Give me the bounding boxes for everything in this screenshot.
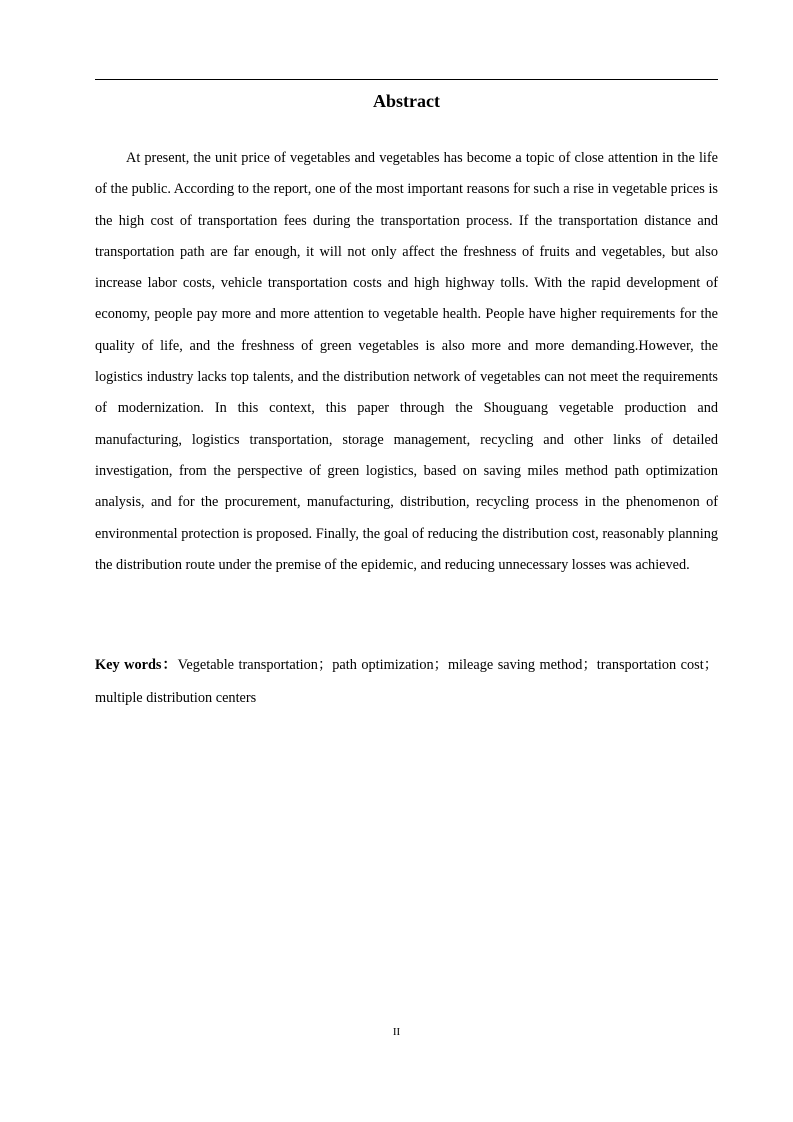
abstract-title: Abstract bbox=[373, 91, 440, 111]
abstract-body: At present, the unit price of vegetables and vegetables has become a topic of close attention in the life of the public. According to the report, one of the most important reasons for such a rise in vegetable prices is the high cost of transportation fees during the transportation process. If the transportation distance and transportation path are far enough, it will not only affect the freshness of fruits and vegetables, but also increase labor costs, vehicle transportation costs and high highway tolls. With the rapid development of economy, people pay more and more attention to vegetable health. People have higher requirements for the quality of life, and the freshness of green vegetables is also more and more demanding.However, the logistics industry lacks top talents, and the distribution network of vegetables can not meet the requirements of modernization. In this context, this paper through the Shouguang vegetable production and manufacturing, logistics transportation, storage management, recycling and other links of detailed investigation, from the perspective of green logistics, based on saving miles method path optimization analysis, and for the procurement, manufacturing, distribution, recycling process in the phenomenon of environmental protection is proposed. Finally, the goal of reducing the distribution cost, reasonably planning the distribution route under the premise of the epidemic, and reducing unnecessary losses was achieved. bbox=[95, 150, 718, 573]
header-rule bbox=[95, 79, 718, 80]
page-number: II bbox=[392, 1026, 401, 1038]
keywords-label: Key words： bbox=[95, 657, 178, 673]
keywords-text: Vegetable transportation；path optimization；mileage saving method；transportation cost；multiple distribution centers bbox=[95, 657, 718, 706]
keywords-paragraph bbox=[95, 649, 718, 715]
